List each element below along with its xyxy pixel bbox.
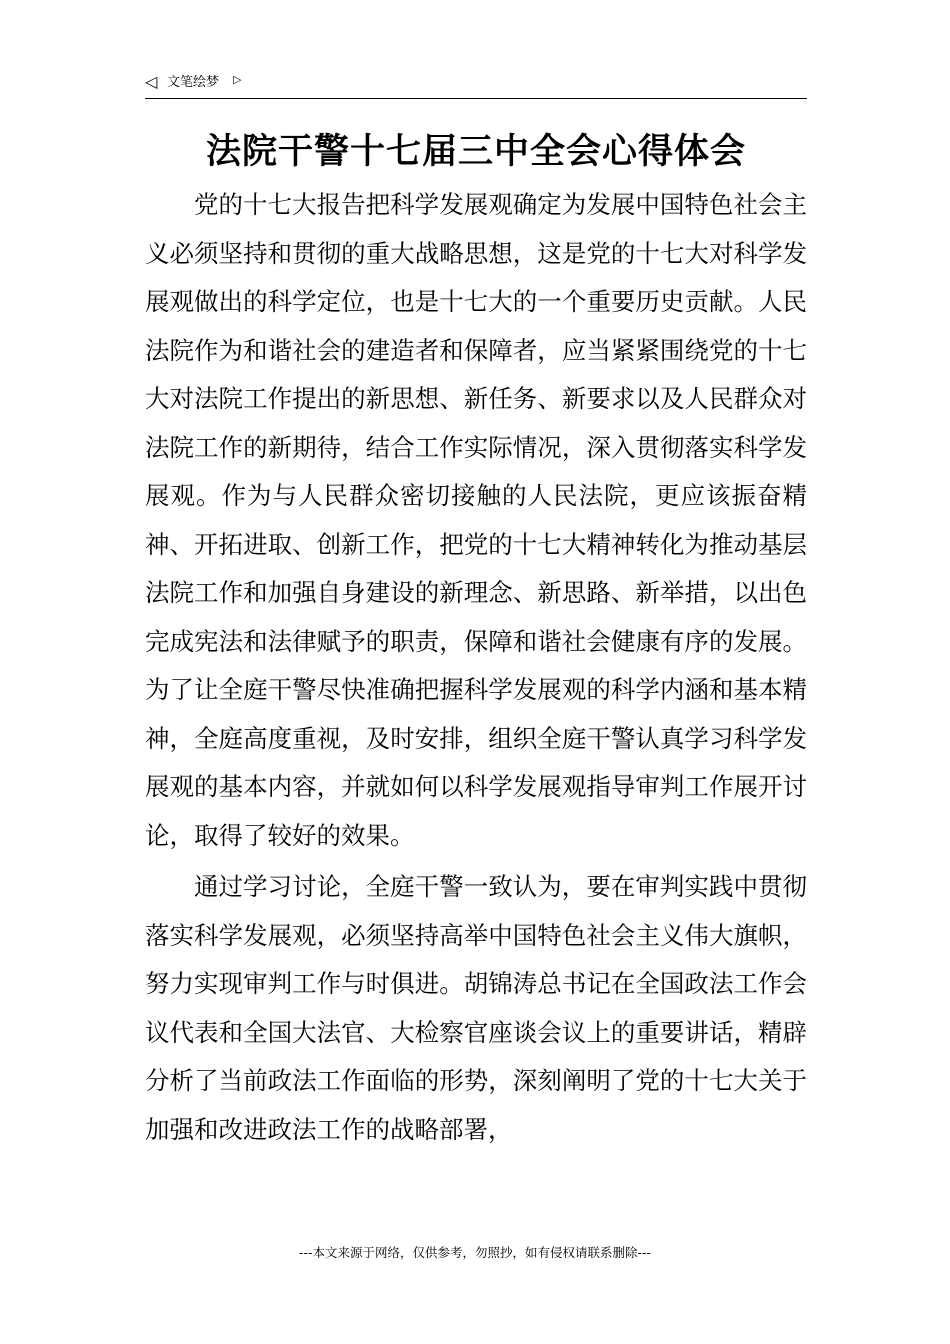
footer-disclaimer: ---本文来源于网络，仅供参考，勿照抄，如有侵权请联系删除--- (298, 1245, 652, 1260)
document-title: 法院干警十七届三中全会心得体会 (205, 132, 746, 172)
left-triangle-icon: ◁ (145, 72, 158, 91)
paragraph-2: 通过学习讨论，全庭干警一致认为，要在审判实践中贯彻落实科学发展观，必须坚持高举中国特色社会主义伟大旗帜，努力实现审判工作与时俱进。胡锦涛总书记在全国政法工作会议代表和全国大法官、大检察官座谈会议上的重要讲话，精辟分析了当前政法工作面临的形势，深刻阐明了党的十七大关于加强和改进政法工作的战略部署， (145, 872, 807, 1144)
right-triangle-icon: ▷ (233, 73, 242, 86)
paragraph-1: 党的十七大报告把科学发展观确定为发展中国特色社会主义必须坚持和贯彻的重大战略思想，这是党的十七大对科学发展观做出的科学定位，也是十七大的一个重要历史贡献。人民法院作为和谐社会的建造者和保障者，应当紧紧围绕党的十七大对法院工作提出的新思想、新任务、新要求以及人民群众对法院工作的新期待，结合工作实际情况，深入贯彻落实科学发展观。作为与人民群众密切接触的人民法院，更应该振奋精神、开拓进取、创新工作，把党的十七大精神转化为推动基层法院工作和加强自身建设的新理念、新思路、新举措，以出色完成宪法和法律赋予的职责，保障和谐社会健康有序的发展。为了让全庭干警尽快准确把握科学发展观的科学内涵和基本精神，全庭高度重视，及时安排，组织全庭干警认真学习科学发展观的基本内容，并就如何以科学发展观指导审判工作展开讨论，取得了较好的效果。 (145, 190, 807, 850)
page-header (145, 72, 807, 99)
document-body (145, 181, 807, 1154)
header-brand: 文笔绘梦 (167, 75, 220, 90)
